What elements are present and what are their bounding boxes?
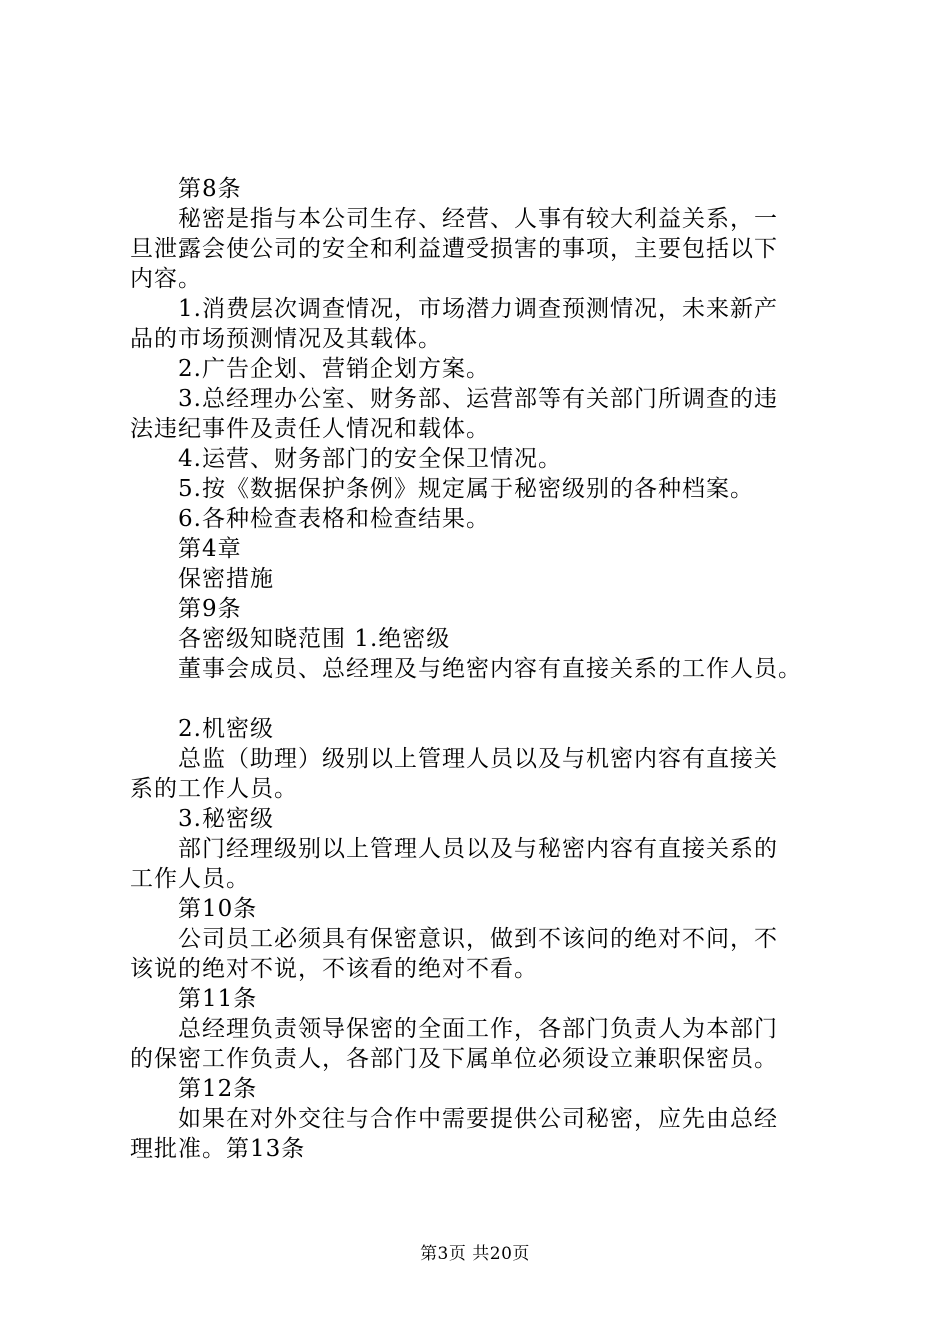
text-line: 董事会成员、总经理及与绝密内容有直接关系的工作人员。 — [178, 656, 802, 682]
text-line: 部门经理级别以上管理人员以及与秘密内容有直接关系的 — [178, 836, 778, 862]
article-heading: 第12条 — [178, 1076, 258, 1102]
chapter-title: 保密措施 — [178, 566, 274, 592]
text-line: 系的工作人员。 — [130, 776, 298, 802]
text-line: 第8条 — [178, 176, 242, 202]
document-body — [130, 174, 840, 1164]
text-line: 内容。 — [130, 266, 202, 292]
text-line: 理批准。第13条 — [130, 1136, 306, 1162]
text-line: 品的市场预测情况及其载体。 — [130, 326, 442, 352]
page-number-label: 第3页 共20页 — [420, 1244, 530, 1264]
text-line: 4.运营、财务部门的安全保卫情况。 — [178, 446, 562, 472]
chapter-heading: 第4章 — [178, 536, 242, 562]
text-line: 5.按《数据保护条例》规定属于秘密级别的各种档案。 — [178, 476, 754, 502]
text-line: 3.秘密级 — [178, 806, 274, 832]
article-heading: 第11条 — [178, 986, 258, 1012]
text-line: 公司员工必须具有保密意识，做到不该问的绝对不问，不 — [178, 926, 778, 952]
blank-line — [130, 684, 840, 714]
text-line: 旦泄露会使公司的安全和利益遭受损害的事项，主要包括以下 — [130, 236, 778, 262]
page-footer — [0, 1243, 950, 1265]
text-line: 1.消费层次调查情况，市场潜力调查预测情况，未来新产 — [178, 296, 778, 322]
text-line: 总监（助理）级别以上管理人员以及与机密内容有直接关 — [178, 746, 778, 772]
text-line: 各密级知晓范围 1.绝密级 — [178, 626, 451, 652]
text-line: 2.机密级 — [178, 716, 274, 742]
text-line: 3.总经理办公室、财务部、运营部等有关部门所调查的违 — [178, 386, 778, 412]
text-line: 2.广告企划、营销企划方案。 — [178, 356, 490, 382]
text-line: 的保密工作负责人，各部门及下属单位必须设立兼职保密员。 — [130, 1046, 778, 1072]
text-line: 秘密是指与本公司生存、经营、人事有较大利益关系，一 — [178, 206, 778, 232]
text-line: 6.各种检查表格和检查结果。 — [178, 506, 490, 532]
text-line: 如果在对外交往与合作中需要提供公司秘密，应先由总经 — [178, 1106, 778, 1132]
text-line: 该说的绝对不说，不该看的绝对不看。 — [130, 956, 538, 982]
text-line: 工作人员。 — [130, 866, 250, 892]
article-heading: 第9条 — [178, 596, 242, 622]
article-heading: 第10条 — [178, 896, 258, 922]
text-line: 法违纪事件及责任人情况和载体。 — [130, 416, 490, 442]
text-line: 总经理负责领导保密的全面工作，各部门负责人为本部门 — [178, 1016, 778, 1042]
